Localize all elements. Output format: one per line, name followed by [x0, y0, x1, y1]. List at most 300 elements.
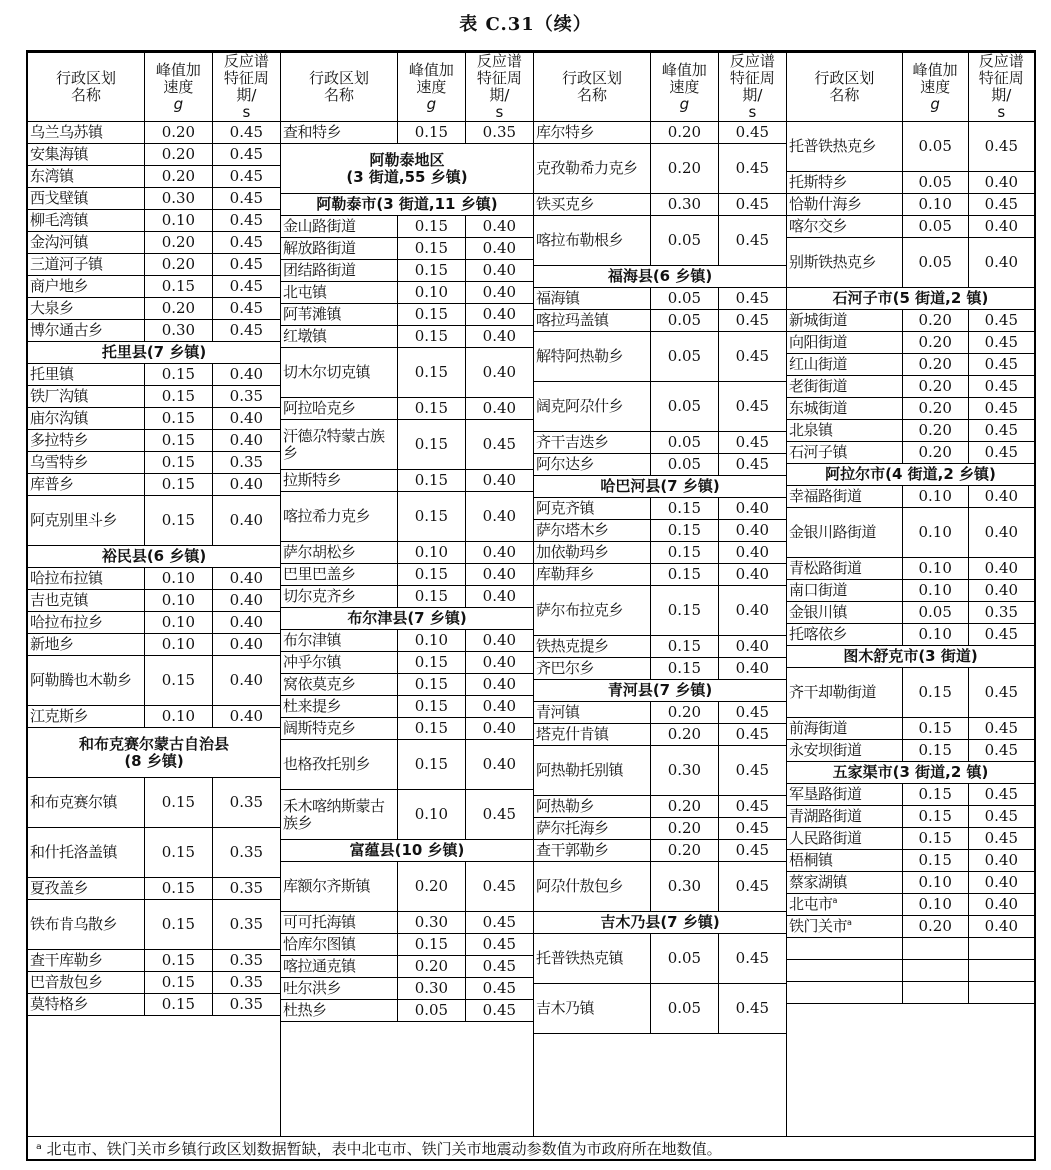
section-header	[28, 546, 280, 568]
characteristic-period-value: 0.45	[968, 398, 1034, 420]
region-name: 青湖路街道	[789, 807, 862, 825]
section-header	[787, 762, 1034, 784]
region-name: 查和特乡	[283, 123, 342, 141]
region-name-cell	[281, 122, 398, 144]
region-name-cell	[534, 382, 651, 432]
characteristic-period-value: 0.45	[212, 188, 280, 210]
section-title: 吉木乃县(7 乡镇)	[600, 913, 720, 931]
table-row	[787, 486, 1034, 508]
region-name: 博尔通古乡	[30, 321, 103, 339]
characteristic-period-value: 0.35	[212, 972, 280, 994]
characteristic-period-value: 0.45	[718, 122, 786, 144]
region-name-cell	[787, 442, 902, 464]
table-row	[787, 398, 1034, 420]
region-name: 托普铁热克乡	[789, 137, 877, 155]
characteristic-period-value: 0.40	[465, 282, 533, 304]
region-name: 莫特格乡	[30, 995, 89, 1013]
peak-acceleration-value: 0.30	[651, 746, 719, 796]
characteristic-period-value: 0.35	[212, 778, 280, 828]
characteristic-period-value: 0.45	[718, 724, 786, 746]
table-row	[281, 470, 533, 492]
region-name: 哈拉布拉镇	[30, 569, 103, 587]
peak-acceleration-value: 0.05	[651, 934, 719, 984]
table-row	[534, 702, 786, 724]
region-name-cell	[28, 452, 145, 474]
table-row	[787, 872, 1034, 894]
region-name: 北屯市	[789, 895, 833, 913]
region-name: 庙尔沟镇	[30, 409, 89, 427]
peak-acceleration-value: 0.15	[145, 828, 213, 878]
table-column-group	[28, 52, 281, 1136]
table-column-group	[787, 52, 1034, 1136]
region-name-cell	[28, 994, 145, 1016]
peak-acceleration-value: 0.15	[902, 740, 968, 762]
table-row	[281, 862, 533, 912]
region-name-cell	[28, 254, 145, 276]
region-name-cell	[534, 520, 651, 542]
empty-cell	[968, 982, 1034, 1004]
characteristic-period-value: 0.45	[465, 956, 533, 978]
section-header	[28, 342, 280, 364]
peak-acceleration-value: 0.15	[398, 586, 466, 608]
characteristic-period-value: 0.40	[465, 740, 533, 790]
section-header	[281, 608, 533, 630]
peak-acceleration-value: 0.15	[398, 934, 466, 956]
region-name-cell	[28, 706, 145, 728]
characteristic-period-value: 0.40	[465, 216, 533, 238]
table-title: 表 C.31（续）	[459, 14, 592, 35]
region-name: 多拉特乡	[30, 431, 89, 449]
region-name-cell	[534, 454, 651, 476]
section-header	[281, 144, 533, 194]
region-name: 切木尔切克镇	[283, 363, 371, 381]
peak-acceleration-value: 0.15	[651, 564, 719, 586]
characteristic-period-value: 0.45	[212, 320, 280, 342]
table-row	[534, 332, 786, 382]
characteristic-period-value: 0.40	[465, 630, 533, 652]
table-row	[28, 612, 280, 634]
peak-acceleration-value: 0.05	[902, 122, 968, 172]
table-row	[787, 376, 1034, 398]
region-name-cell	[281, 348, 398, 398]
peak-acceleration-value: 0.20	[902, 310, 968, 332]
characteristic-period-value: 0.45	[718, 310, 786, 332]
characteristic-period-value: 0.40	[968, 508, 1034, 558]
region-name: 福海镇	[536, 289, 580, 307]
characteristic-period-value: 0.40	[718, 636, 786, 658]
characteristic-period-value: 0.45	[718, 454, 786, 476]
header-pga-unit: g	[173, 94, 184, 113]
header-characteristic-period	[212, 53, 280, 122]
region-name-cell	[787, 310, 902, 332]
region-name: 青河镇	[536, 703, 580, 721]
region-name: 乌雪特乡	[30, 453, 89, 471]
section-header-row	[534, 680, 786, 702]
region-name-cell	[787, 420, 902, 442]
table-row	[28, 828, 280, 878]
table-row	[28, 634, 280, 656]
characteristic-period-value: 0.45	[968, 740, 1034, 762]
section-header	[534, 680, 786, 702]
region-name: 吉也克镇	[30, 591, 89, 609]
region-name: 梧桐镇	[789, 851, 833, 869]
region-name-cell	[534, 636, 651, 658]
region-name: 金银川镇	[789, 603, 848, 621]
region-name-cell	[787, 828, 902, 850]
header-pga-unit: g	[679, 94, 690, 113]
section-title: 石河子市(5 街道,2 镇)	[832, 289, 989, 307]
region-name: 阿克别里斗乡	[30, 511, 118, 529]
table-row	[787, 194, 1034, 216]
characteristic-period-value: 0.40	[465, 348, 533, 398]
header-pga-text: 峰值加速度	[155, 60, 201, 96]
table-row	[28, 188, 280, 210]
region-name: 托普铁热克镇	[536, 949, 624, 967]
table-row	[281, 420, 533, 470]
table-row	[281, 282, 533, 304]
region-name-cell	[534, 702, 651, 724]
table-row	[534, 984, 786, 1034]
peak-acceleration-value: 0.05	[651, 288, 719, 310]
characteristic-period-value: 0.45	[718, 840, 786, 862]
table-row	[28, 364, 280, 386]
table-row	[28, 950, 280, 972]
region-name-cell	[787, 172, 902, 194]
peak-acceleration-value: 0.15	[651, 586, 719, 636]
characteristic-period-value: 0.45	[968, 194, 1034, 216]
region-name: 托斯特乡	[789, 173, 848, 191]
region-name: 老街街道	[789, 377, 848, 395]
table-row	[534, 382, 786, 432]
region-name: 窝依莫克乡	[283, 675, 356, 693]
table-row	[534, 636, 786, 658]
region-name: 库普乡	[30, 475, 74, 493]
characteristic-period-value: 0.40	[718, 658, 786, 680]
region-name: 阔克阿尕什乡	[536, 397, 624, 415]
table-row	[787, 238, 1034, 288]
region-name-cell	[28, 612, 145, 634]
region-name: 查干库勒乡	[30, 951, 103, 969]
peak-acceleration-value: 0.30	[145, 320, 213, 342]
region-name: 石河子镇	[789, 443, 848, 461]
region-name: 加依勒玛乡	[536, 543, 609, 561]
region-name-cell	[787, 668, 902, 718]
characteristic-period-value: 0.45	[968, 442, 1034, 464]
table-row	[281, 790, 533, 840]
region-name: 阿克齐镇	[536, 499, 595, 517]
empty-cell	[787, 982, 902, 1004]
region-name-cell	[787, 398, 902, 420]
characteristic-period-value: 0.35	[465, 122, 533, 144]
table-row	[281, 348, 533, 398]
characteristic-period-value: 0.40	[465, 326, 533, 348]
region-name-cell	[787, 916, 902, 938]
region-name-cell	[281, 304, 398, 326]
region-name: 蔡家湖镇	[789, 873, 848, 891]
table-row	[28, 994, 280, 1016]
characteristic-period-value: 0.40	[212, 612, 280, 634]
region-name: 铁热克提乡	[536, 637, 609, 655]
region-name: 团结路街道	[283, 261, 356, 279]
peak-acceleration-value: 0.15	[145, 950, 213, 972]
peak-acceleration-value: 0.15	[398, 216, 466, 238]
table-row	[534, 542, 786, 564]
table-row	[281, 216, 533, 238]
header-name-text: 行政区划名称	[562, 69, 623, 104]
characteristic-period-value: 0.45	[718, 702, 786, 724]
table-row	[534, 746, 786, 796]
characteristic-period-value: 0.40	[212, 430, 280, 452]
empty-cell	[968, 960, 1034, 982]
peak-acceleration-value: 0.20	[651, 122, 719, 144]
characteristic-period-value: 0.40	[465, 470, 533, 492]
peak-acceleration-value: 0.15	[145, 900, 213, 950]
region-name: 别斯铁热克乡	[789, 253, 877, 271]
region-name: 和布克赛尔镇	[30, 793, 118, 811]
peak-acceleration-value: 0.10	[145, 634, 213, 656]
region-name-cell	[534, 724, 651, 746]
peak-acceleration-value: 0.10	[398, 282, 466, 304]
table-row	[28, 320, 280, 342]
section-header-row	[787, 646, 1034, 668]
section-header	[534, 476, 786, 498]
table-row	[28, 452, 280, 474]
peak-acceleration-value: 0.05	[651, 216, 719, 266]
region-name: 阔斯特克乡	[283, 719, 356, 737]
table-row	[787, 602, 1034, 624]
table-row	[281, 398, 533, 420]
region-name: 和什托洛盖镇	[30, 843, 118, 861]
peak-acceleration-value: 0.10	[398, 790, 466, 840]
header-pga-text: 峰值加速度	[661, 60, 707, 96]
table-row	[787, 718, 1034, 740]
table-row	[534, 454, 786, 476]
region-name-cell	[281, 238, 398, 260]
characteristic-period-value: 0.40	[465, 586, 533, 608]
region-name-cell	[787, 784, 902, 806]
characteristic-period-value: 0.40	[212, 568, 280, 590]
header-name	[787, 53, 902, 122]
characteristic-period-value: 0.45	[718, 818, 786, 840]
peak-acceleration-value: 0.10	[902, 580, 968, 602]
characteristic-period-value: 0.45	[465, 934, 533, 956]
section-header-row	[787, 288, 1034, 310]
region-name: 永安坝街道	[789, 741, 862, 759]
region-name: 东城街道	[789, 399, 848, 417]
region-name: 铁买克乡	[536, 195, 595, 213]
characteristic-period-value: 0.45	[718, 194, 786, 216]
region-name-cell	[28, 590, 145, 612]
characteristic-period-value: 0.35	[212, 386, 280, 408]
characteristic-period-value: 0.40	[465, 238, 533, 260]
region-name: 切尔克齐乡	[283, 587, 356, 605]
region-name: 阿尔达乡	[536, 455, 595, 473]
table-column-group	[534, 52, 787, 1136]
region-name: 解放路街道	[283, 239, 356, 257]
table-row	[28, 430, 280, 452]
region-name-cell	[281, 652, 398, 674]
section-header	[534, 912, 786, 934]
region-name: 托喀依乡	[789, 625, 848, 643]
region-name-cell	[28, 900, 145, 950]
region-name: 萨尔胡松乡	[283, 543, 356, 561]
region-name: 大泉乡	[30, 299, 74, 317]
characteristic-period-value: 0.45	[968, 668, 1034, 718]
peak-acceleration-value: 0.20	[145, 166, 213, 188]
region-name-cell	[534, 310, 651, 332]
table-row	[787, 668, 1034, 718]
characteristic-period-value: 0.45	[968, 310, 1034, 332]
section-title: 福海县(6 乡镇)	[607, 267, 713, 285]
characteristic-period-value: 0.40	[968, 216, 1034, 238]
header-period-text: 反应谱特征周期/	[729, 52, 775, 104]
characteristic-period-value: 0.45	[465, 1000, 533, 1022]
region-name-cell	[534, 122, 651, 144]
region-name-cell	[28, 386, 145, 408]
region-name-cell	[281, 674, 398, 696]
region-name-cell	[28, 778, 145, 828]
table-row	[28, 900, 280, 950]
table-row	[787, 172, 1034, 194]
characteristic-period-value: 0.40	[212, 496, 280, 546]
empty-cell	[787, 960, 902, 982]
peak-acceleration-value: 0.05	[902, 216, 968, 238]
table-row	[28, 706, 280, 728]
header-period-unit: s	[495, 103, 504, 121]
region-name: 汗德尕特蒙古族乡	[283, 426, 385, 462]
characteristic-period-value: 0.40	[968, 580, 1034, 602]
characteristic-period-value: 0.45	[718, 382, 786, 432]
region-name: 南口街道	[789, 581, 848, 599]
section-header	[281, 840, 533, 862]
peak-acceleration-value: 0.20	[902, 420, 968, 442]
section-title: 图木舒克市(3 街道)	[843, 647, 978, 665]
peak-acceleration-value: 0.15	[398, 122, 466, 144]
peak-acceleration-value: 0.10	[145, 706, 213, 728]
section-header-row	[28, 546, 280, 568]
empty-row	[787, 982, 1034, 1004]
peak-acceleration-value: 0.20	[651, 840, 719, 862]
peak-acceleration-value: 0.30	[398, 912, 466, 934]
section-title: 阿勒泰市(3 街道,11 乡镇)	[316, 195, 498, 213]
table-row	[281, 630, 533, 652]
peak-acceleration-value: 0.20	[902, 442, 968, 464]
peak-acceleration-value: 0.20	[651, 724, 719, 746]
characteristic-period-value: 0.45	[212, 166, 280, 188]
table-row	[534, 724, 786, 746]
header-peak-acceleration	[651, 53, 719, 122]
region-name-cell	[787, 718, 902, 740]
peak-acceleration-value: 0.15	[902, 718, 968, 740]
peak-acceleration-value: 0.15	[145, 408, 213, 430]
peak-acceleration-value: 0.20	[145, 144, 213, 166]
region-name: 拉斯特乡	[283, 471, 342, 489]
peak-acceleration-value: 0.15	[398, 260, 466, 282]
peak-acceleration-value: 0.15	[398, 238, 466, 260]
section-title: 富蕴县(10 乡镇)	[349, 841, 465, 859]
characteristic-period-value: 0.45	[718, 934, 786, 984]
table-row	[281, 696, 533, 718]
table-row	[281, 718, 533, 740]
section-header-row	[28, 342, 280, 364]
region-name: 柳毛湾镇	[30, 211, 89, 229]
characteristic-period-value: 0.45	[465, 420, 533, 470]
region-name-cell	[534, 194, 651, 216]
characteristic-period-value: 0.40	[465, 398, 533, 420]
peak-acceleration-value: 0.20	[902, 332, 968, 354]
region-name: 吉木乃镇	[536, 999, 595, 1017]
characteristic-period-value: 0.35	[968, 602, 1034, 624]
section-title: 和布克赛尔蒙古自治县	[78, 734, 229, 753]
region-name-cell	[28, 166, 145, 188]
section-header-row	[534, 266, 786, 288]
characteristic-period-value: 0.40	[718, 498, 786, 520]
header-pga-text: 峰值加速度	[912, 60, 958, 96]
table-row	[281, 564, 533, 586]
empty-cell	[787, 938, 902, 960]
region-name-cell	[281, 586, 398, 608]
peak-acceleration-value: 0.05	[902, 602, 968, 624]
header-name	[28, 53, 145, 122]
peak-acceleration-value: 0.15	[398, 718, 466, 740]
region-name-cell	[28, 232, 145, 254]
region-name: 军垦路街道	[789, 785, 862, 803]
section-header-row	[28, 728, 280, 778]
characteristic-period-value: 0.35	[212, 994, 280, 1016]
section-subtitle: (3 街道,55 乡镇)	[346, 167, 468, 186]
empty-cell	[968, 938, 1034, 960]
region-name: 巴里巴盖乡	[283, 565, 356, 583]
region-name: 红山街道	[789, 355, 848, 373]
region-name-cell	[28, 474, 145, 496]
table-row	[787, 916, 1034, 938]
region-name-cell	[787, 894, 902, 916]
region-name-cell	[28, 320, 145, 342]
table-row	[534, 194, 786, 216]
peak-acceleration-value: 0.15	[398, 740, 466, 790]
table-row	[534, 288, 786, 310]
region-name-cell	[281, 696, 398, 718]
region-name-cell	[787, 194, 902, 216]
region-name-cell	[534, 216, 651, 266]
peak-acceleration-value: 0.15	[145, 364, 213, 386]
table-row	[787, 806, 1034, 828]
region-name: 克孜勒希力克乡	[536, 159, 638, 177]
region-name-cell	[281, 956, 398, 978]
region-name: 喀拉玛盖镇	[536, 311, 609, 329]
peak-acceleration-value: 0.20	[902, 398, 968, 420]
table-row	[28, 122, 280, 144]
region-name-cell	[28, 210, 145, 232]
region-name-cell	[787, 354, 902, 376]
region-name: 安集海镇	[30, 145, 89, 163]
peak-acceleration-value: 0.15	[902, 850, 968, 872]
table-row	[534, 144, 786, 194]
region-name: 阿尕什敖包乡	[536, 877, 624, 895]
characteristic-period-value: 0.40	[465, 492, 533, 542]
region-name-cell	[281, 564, 398, 586]
peak-acceleration-value: 0.30	[651, 862, 719, 912]
region-name-cell	[534, 332, 651, 382]
region-name-cell	[281, 260, 398, 282]
region-name-cell	[787, 376, 902, 398]
section-header-row	[787, 762, 1034, 784]
characteristic-period-value: 0.45	[718, 984, 786, 1034]
peak-acceleration-value: 0.20	[145, 232, 213, 254]
region-name-cell	[281, 1000, 398, 1022]
peak-acceleration-value: 0.15	[145, 276, 213, 298]
region-name: 喀拉布勒根乡	[536, 231, 624, 249]
